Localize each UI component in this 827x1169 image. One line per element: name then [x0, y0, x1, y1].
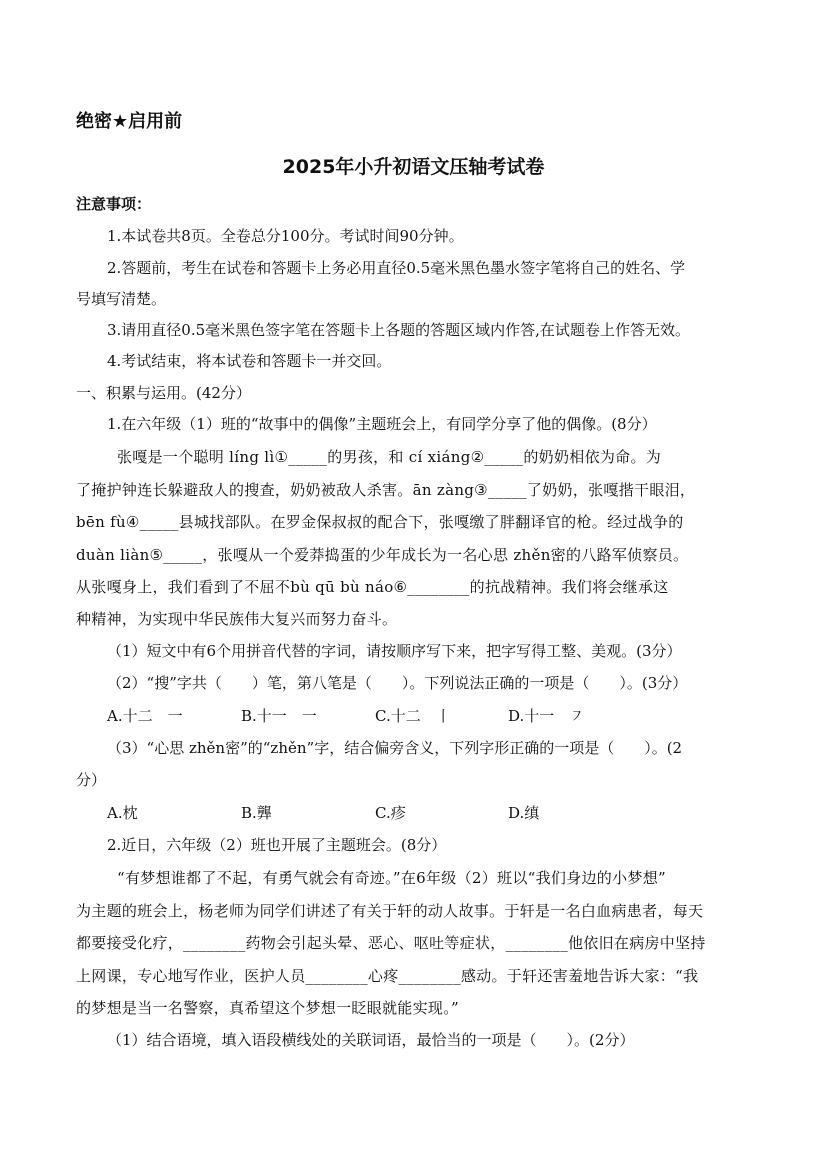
notes-item: 号填写清楚。 — [76, 290, 167, 308]
sub-question: （1）结合语境，填入语段横线处的关联词语，最恰当的一项是（ ）。(2分） — [107, 1031, 635, 1049]
option-d: D.缜 — [508, 804, 540, 822]
option-a: A.枕 — [107, 804, 138, 822]
question-stem: 2.近日，六年级（2）班也开展了主题班会。(8分） — [107, 836, 447, 854]
option-a: A.十二 一 — [107, 707, 183, 725]
notes-item: 1.本试卷共8页。全卷总分100分。考试时间90分钟。 — [107, 227, 464, 245]
passage-line: 上网课，专心地写作业，医护人员________心疼________感动。于轩还害羞地告诉大家：“我 — [76, 967, 699, 985]
notes-item: 3.请用直径0.5毫米黑色签字笔在答题卡上各题的答题区域内作答,在试题卷上作答无效。 — [107, 321, 690, 339]
notes-item: 4.考试结束，将本试卷和答题卡一并交回。 — [107, 352, 392, 370]
passage-line: 的梦想是当一名警察，真希望这个梦想一眨眼就能实现。” — [76, 999, 459, 1017]
option-d: D.十一 ㇇ — [508, 707, 585, 725]
passage-line: 种精神，为实现中华民族伟大复兴而努力奋斗。 — [76, 610, 398, 628]
passage-line: 为主题的班会上，杨老师为同学们讲述了有关于轩的动人故事。于轩是一名白血病患者，每天 — [76, 902, 704, 920]
option-c: C.疹 — [375, 804, 406, 822]
sub-question: （1）短文中有6个用拼音代替的字词，请按顺序写下来，把字写得工整、美观。(3分） — [107, 642, 682, 660]
passage-line: bēn fù④_____县城找部队。在罗金保叔叔的配合下，张嘎缴了胖翻译官的枪。经过战争的 — [76, 513, 684, 531]
option-b: B.十一 一 — [241, 707, 317, 725]
confidential-label: 绝密★启用前 — [76, 111, 183, 132]
notes-item: 2.答题前，考生在试卷和答题卡上务必用直径0.5毫米黑色墨水签字笔将自己的姓名、学 — [107, 259, 686, 277]
passage-line: “有梦想谁都了不起，有勇气就会有奇迹。”在6年级（2）班以“我们身边的小梦想” — [117, 869, 666, 887]
sub-question: （3）“心思 zhěn密”的“zhěn”字，结合偏旁含义，下列字形正确的一项是（ ）。(2 — [107, 739, 683, 757]
option-b: B.龏 — [241, 804, 272, 822]
passage-line: 了掩护钟连长躲避敌人的搜查，奶奶被敌人杀害。ān zàng③_____了奶奶，张嘎揩干眼泪， — [76, 481, 696, 499]
sub-question-cont: 分） — [76, 771, 107, 789]
question-stem: 1.在六年级（1）班的“故事中的偶像”主题班会上，有同学分享了他的偶像。(8分） — [107, 415, 657, 433]
passage-line: 张嘎是一个聪明 líng lì①_____的男孩，和 cí xiáng②_____的奶奶相依为命。为 — [117, 448, 662, 466]
notes-heading: 注意事项： — [76, 195, 152, 213]
passage-line: 都要接受化疗，________药物会引起头晕、恶心、呕吐等症状，________他依旧在病房中坚持 — [76, 934, 706, 952]
option-c: C.十二 丨 — [375, 707, 451, 725]
section-heading: 一、积累与运用。(42分） — [76, 384, 251, 402]
passage-line: 从张嘎身上，我们看到了不屈不bù qū bù náo⑥________的抗战精神。我们将会继承这 — [76, 578, 669, 596]
sub-question: （2）“搜”字共（ ）笔，第八笔是（ ）。下列说法正确的一项是（ ）。(3分） — [107, 674, 688, 692]
exam-title: 2025年小升初语文压轴考试卷 — [282, 156, 545, 178]
passage-line: duàn liàn⑤_____，张嘎从一个爱莽捣蛋的少年成长为一名心思 zhěn密的八路军侦察员。 — [76, 546, 689, 564]
